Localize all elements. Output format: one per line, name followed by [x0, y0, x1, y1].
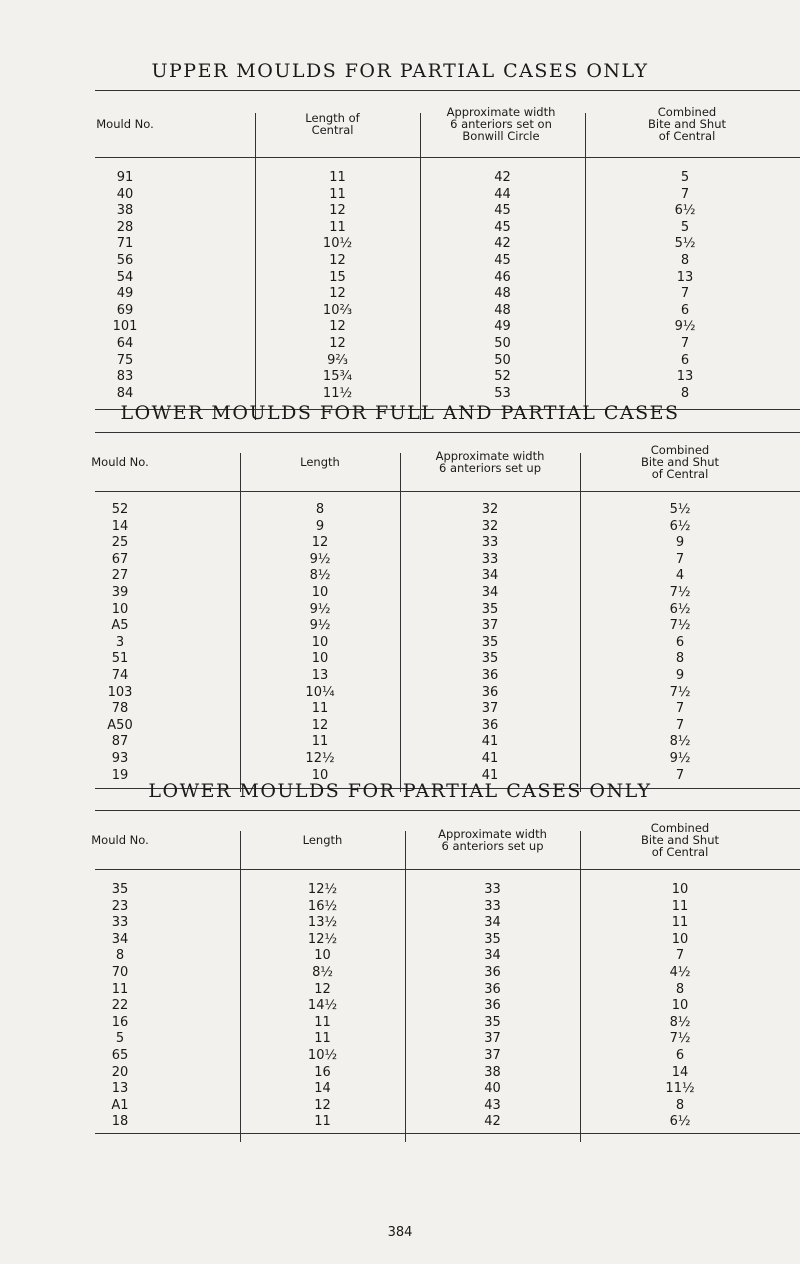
mould-no-cell: 27	[111, 568, 129, 584]
bite-shut-cell: 8	[680, 385, 690, 401]
mould-no-cell: 23	[111, 898, 129, 914]
bite-shut-cell: 6	[675, 634, 685, 650]
bite-shut-cell: 6½	[674, 203, 696, 219]
bite-shut-cell: 7	[675, 767, 685, 783]
table-body	[95, 492, 800, 802]
mould-no-cell: 84	[116, 385, 134, 401]
width-cell: 41	[481, 734, 499, 750]
bite-shut-cell: 4	[675, 568, 685, 584]
length-cell: 15	[329, 269, 346, 285]
width-cell: 34	[484, 948, 501, 964]
length-cell: 11	[314, 1114, 331, 1130]
bite-shut-cell: 10	[671, 931, 689, 947]
mould-no-cell: 52	[111, 502, 129, 517]
section-lower-partial	[91, 780, 800, 1154]
table-row	[95, 718, 800, 734]
length-cell: 8½	[312, 965, 333, 980]
length-cell: 10	[311, 767, 329, 783]
table-row	[95, 286, 800, 302]
table-row	[95, 635, 800, 651]
length-cell: 11	[311, 734, 329, 750]
width-cell: 48	[494, 302, 511, 318]
table-row	[95, 651, 800, 667]
bite-shut-cell: 8	[675, 651, 685, 667]
bite-shut-cell: 7	[680, 336, 690, 351]
bite-shut-cell: 10	[671, 998, 689, 1014]
table-row	[95, 386, 800, 402]
table-row	[95, 915, 800, 931]
width-cell: 34	[481, 585, 499, 600]
length-cell: 12	[329, 253, 346, 268]
mould-no-cell: A5	[111, 618, 129, 634]
divider	[420, 113, 421, 157]
bite-shut-cell: 6	[675, 1048, 685, 1063]
mould-no-cell: 71	[116, 236, 134, 252]
table-row	[95, 220, 800, 236]
section-upper-partial	[95, 60, 800, 432]
length-cell: 9⅔	[327, 352, 348, 368]
mould-no-cell: 38	[116, 203, 134, 219]
mould-no-cell: 33	[111, 915, 129, 931]
table-header	[91, 810, 800, 870]
bite-shut-cell: 8½	[669, 734, 691, 750]
width-cell: 32	[481, 502, 499, 517]
length-cell: 9	[315, 518, 325, 534]
table-row	[95, 882, 800, 898]
width-cell: 37	[481, 701, 499, 717]
table-row	[95, 253, 800, 269]
width-cell: 36	[481, 717, 499, 733]
table-row	[95, 602, 800, 618]
width-cell: 36	[481, 684, 499, 700]
table-row	[95, 1081, 800, 1097]
table-end-rule	[95, 1133, 800, 1134]
length-cell: 10	[314, 948, 331, 964]
length-cell: 10¼	[305, 684, 335, 700]
width-cell: 33	[481, 551, 499, 567]
length-cell: 11½	[322, 385, 353, 401]
length-cell: 11	[329, 186, 346, 202]
mould-no-cell: 22	[111, 998, 129, 1014]
mould-no-cell: 64	[116, 336, 134, 351]
mould-no-cell: 74	[111, 668, 129, 683]
divider	[255, 113, 256, 157]
length-cell: 10½	[322, 236, 353, 252]
width-cell: 35	[481, 601, 499, 617]
width-cell: 44	[494, 186, 511, 202]
table-body	[95, 870, 800, 1154]
width-cell: 48	[494, 286, 511, 302]
header-length: Length of Central	[305, 111, 360, 137]
mould-no-cell: A1	[111, 1097, 129, 1113]
mould-no-cell: 83	[116, 369, 134, 385]
width-cell: 34	[481, 568, 499, 584]
table-row	[95, 336, 800, 352]
mould-no-cell: 69	[116, 302, 134, 318]
table-row	[95, 319, 800, 335]
bite-shut-cell: 6	[680, 352, 690, 368]
mould-no-cell: 78	[111, 701, 129, 717]
width-cell: 46	[494, 269, 511, 285]
section-title: LOWER MOULDS FOR PARTIAL CASES ONLY	[148, 780, 652, 802]
header-mould: Mould No.	[91, 455, 149, 469]
width-cell: 36	[481, 668, 499, 683]
bite-shut-cell: 11	[671, 898, 689, 914]
table-row	[95, 965, 800, 981]
mould-no-cell: 49	[116, 286, 134, 302]
width-cell: 41	[481, 767, 499, 783]
width-cell: 45	[494, 253, 511, 268]
table-row	[95, 1031, 800, 1047]
header-width: Approximate width 6 anteriors set on Bonwill Circle	[446, 105, 556, 143]
length-cell: 14	[314, 1081, 331, 1097]
table-row	[95, 170, 800, 186]
bite-shut-cell: 5	[680, 170, 690, 185]
width-cell: 35	[484, 931, 501, 947]
table-row	[95, 1098, 800, 1114]
table-row	[95, 668, 800, 684]
length-cell: 10	[311, 585, 329, 600]
width-cell: 34	[484, 915, 501, 931]
length-cell: 12	[314, 1097, 331, 1113]
bite-shut-cell: 7	[680, 286, 690, 302]
length-cell: 13½	[307, 915, 338, 931]
width-cell: 37	[484, 1048, 501, 1063]
mould-no-cell: 67	[111, 551, 129, 567]
length-cell: 12	[329, 203, 346, 219]
length-cell: 11	[314, 1031, 331, 1047]
bite-shut-cell: 9	[675, 668, 685, 683]
width-cell: 38	[484, 1064, 501, 1080]
mould-no-cell: 20	[111, 1064, 129, 1080]
bite-shut-cell: 13	[676, 269, 694, 285]
header-length: Length	[302, 833, 343, 847]
length-cell: 12	[311, 535, 329, 551]
bite-shut-cell: 7	[675, 701, 685, 717]
table-row	[95, 751, 800, 767]
length-cell: 12½	[305, 751, 335, 766]
table-row	[95, 1114, 800, 1130]
mould-no-cell: 13	[111, 1081, 129, 1097]
length-cell: 8½	[309, 568, 331, 584]
bite-shut-cell: 13	[676, 369, 694, 385]
bite-shut-cell: 5	[680, 219, 690, 235]
mould-no-cell: 103	[107, 684, 133, 700]
mould-no-cell: 25	[111, 535, 129, 551]
header-width: Approximate width 6 anteriors set up	[438, 827, 547, 853]
mould-no-cell: 16	[111, 1014, 129, 1030]
bite-shut-cell: 8	[675, 981, 685, 997]
length-cell: 10	[311, 634, 329, 650]
mould-no-cell: 28	[116, 219, 134, 235]
length-cell: 12	[311, 717, 329, 733]
width-cell: 33	[484, 898, 501, 914]
table-row	[95, 203, 800, 219]
table-row	[95, 353, 800, 369]
mould-no-cell: 65	[111, 1048, 129, 1063]
divider	[585, 113, 586, 157]
table-row	[95, 502, 800, 518]
width-cell: 37	[481, 618, 499, 634]
mould-no-cell: 10	[111, 601, 129, 617]
bite-shut-cell: 6	[680, 302, 690, 318]
width-cell: 52	[494, 369, 511, 385]
table-row	[95, 618, 800, 634]
length-cell: 12½	[307, 931, 338, 947]
table-row	[95, 568, 800, 584]
length-cell: 10½	[307, 1048, 338, 1063]
bite-shut-cell: 7	[675, 948, 685, 964]
table-body	[95, 158, 800, 432]
length-cell: 12½	[307, 882, 338, 897]
length-cell: 12	[329, 336, 346, 351]
width-cell: 42	[494, 170, 511, 185]
length-cell: 11	[329, 219, 346, 235]
width-cell: 32	[481, 518, 499, 534]
bite-shut-cell: 6½	[669, 1114, 691, 1130]
table-row	[95, 535, 800, 551]
bite-shut-cell: 6½	[669, 601, 691, 617]
length-cell: 15¾	[322, 369, 353, 385]
length-cell: 16	[314, 1064, 331, 1080]
header-mould: Mould No.	[91, 833, 149, 847]
section-title: UPPER MOULDS FOR PARTIAL CASES ONLY	[151, 60, 649, 82]
bite-shut-cell: 8	[675, 1097, 685, 1113]
width-cell: 45	[494, 203, 511, 219]
table-row	[95, 899, 800, 915]
mould-no-cell: 56	[116, 253, 134, 268]
header-bite: Combined Bite and Shut of Central	[647, 105, 726, 143]
width-cell: 50	[494, 352, 511, 368]
table-row	[95, 519, 800, 535]
mould-no-cell: 40	[116, 186, 134, 202]
bite-shut-cell: 9½	[669, 751, 691, 766]
table-row	[95, 1015, 800, 1031]
section-lower-full-partial	[91, 402, 800, 802]
section-title: LOWER MOULDS FOR FULL AND PARTIAL CASES	[120, 402, 680, 424]
table-row	[95, 1048, 800, 1064]
mould-no-cell: 75	[116, 352, 134, 368]
mould-no-cell: 11	[111, 981, 129, 997]
mould-no-cell: 3	[115, 634, 125, 650]
length-cell: 10	[311, 651, 329, 667]
bite-shut-cell: 11	[671, 915, 689, 931]
width-cell: 42	[494, 236, 511, 252]
length-cell: 14½	[307, 998, 338, 1014]
bite-shut-cell: 7	[675, 717, 685, 733]
width-cell: 37	[484, 1031, 501, 1047]
table-row	[95, 369, 800, 385]
page-number: 384	[387, 1225, 413, 1240]
mould-no-cell: 14	[111, 518, 129, 534]
mould-no-cell: 18	[111, 1114, 129, 1130]
table-row	[95, 1065, 800, 1081]
bite-shut-cell: 6½	[669, 518, 691, 534]
mould-no-cell: 39	[111, 585, 129, 600]
table-row	[95, 982, 800, 998]
table-row	[95, 932, 800, 948]
bite-shut-cell: 7½	[669, 684, 691, 700]
table-row	[95, 270, 800, 286]
length-cell: 8	[315, 502, 325, 517]
width-cell: 35	[481, 651, 499, 667]
width-cell: 41	[481, 751, 499, 766]
length-cell: 10⅔	[322, 302, 353, 318]
mould-no-cell: A50	[107, 717, 133, 733]
width-cell: 36	[484, 965, 501, 980]
length-cell: 11	[329, 170, 346, 185]
table-row	[95, 948, 800, 964]
width-cell: 53	[494, 385, 511, 401]
length-cell: 11	[311, 701, 329, 717]
table-row	[95, 585, 800, 601]
width-cell: 33	[484, 882, 501, 897]
mould-no-cell: 34	[111, 931, 129, 947]
bite-shut-cell: 9	[675, 535, 685, 551]
width-cell: 49	[494, 319, 511, 335]
bite-shut-cell: 9½	[674, 319, 696, 335]
bite-shut-cell: 7½	[669, 585, 691, 600]
table-row	[95, 998, 800, 1014]
bite-shut-cell: 5½	[674, 236, 696, 252]
mould-no-cell: 54	[116, 269, 134, 285]
bite-shut-cell: 4½	[669, 965, 691, 980]
width-cell: 43	[484, 1097, 501, 1113]
length-cell: 12	[329, 319, 346, 335]
mould-no-cell: 70	[111, 965, 129, 980]
width-cell: 36	[484, 998, 501, 1014]
length-cell: 11	[314, 1014, 331, 1030]
length-cell: 9½	[309, 601, 331, 617]
table-header	[95, 90, 800, 158]
length-cell: 12	[329, 286, 346, 302]
table-row	[95, 303, 800, 319]
bite-shut-cell: 5½	[669, 502, 691, 517]
header-mould: Mould No.	[96, 117, 154, 131]
mould-no-cell: 51	[111, 651, 129, 667]
bite-shut-cell: 7	[680, 186, 690, 202]
table-header	[91, 432, 800, 492]
mould-no-cell: 91	[116, 170, 134, 185]
mould-no-cell: 87	[111, 734, 129, 750]
table-row	[95, 701, 800, 717]
bite-shut-cell: 8½	[669, 1014, 691, 1030]
bite-shut-cell: 14	[671, 1064, 689, 1080]
mould-no-cell: 35	[111, 882, 129, 897]
width-cell: 35	[484, 1014, 501, 1030]
header-length: Length	[300, 455, 340, 469]
bite-shut-cell: 7½	[669, 1031, 691, 1047]
mould-no-cell: 8	[115, 948, 125, 964]
table-row	[95, 734, 800, 750]
width-cell: 45	[494, 219, 511, 235]
bite-shut-cell: 10	[671, 882, 689, 897]
length-cell: 9½	[309, 618, 331, 634]
length-cell: 12	[314, 981, 331, 997]
width-cell: 35	[481, 634, 499, 650]
bite-shut-cell: 8	[680, 253, 690, 268]
table-row	[95, 187, 800, 203]
length-cell: 9½	[309, 551, 331, 567]
width-cell: 36	[484, 981, 501, 997]
table-row	[95, 685, 800, 701]
header-width: Approximate width 6 anteriors set up	[435, 449, 545, 475]
mould-no-cell: 5	[115, 1031, 125, 1047]
width-cell: 42	[484, 1114, 501, 1130]
mould-no-cell: 93	[111, 751, 129, 766]
length-cell: 16½	[307, 898, 338, 914]
bite-shut-cell: 7	[675, 551, 685, 567]
bite-shut-cell: 11½	[665, 1081, 695, 1097]
width-cell: 50	[494, 336, 511, 351]
length-cell: 13	[311, 668, 329, 683]
width-cell: 33	[481, 535, 499, 551]
mould-no-cell: 101	[112, 319, 138, 335]
bite-shut-cell: 7½	[669, 618, 691, 634]
width-cell: 40	[484, 1081, 501, 1097]
table-row	[95, 552, 800, 568]
header-bite: Combined Bite and Shut of Central	[640, 821, 719, 859]
mould-no-cell: 19	[111, 767, 129, 783]
header-bite: Combined Bite and Shut of Central	[640, 443, 719, 481]
table-row	[95, 236, 800, 252]
